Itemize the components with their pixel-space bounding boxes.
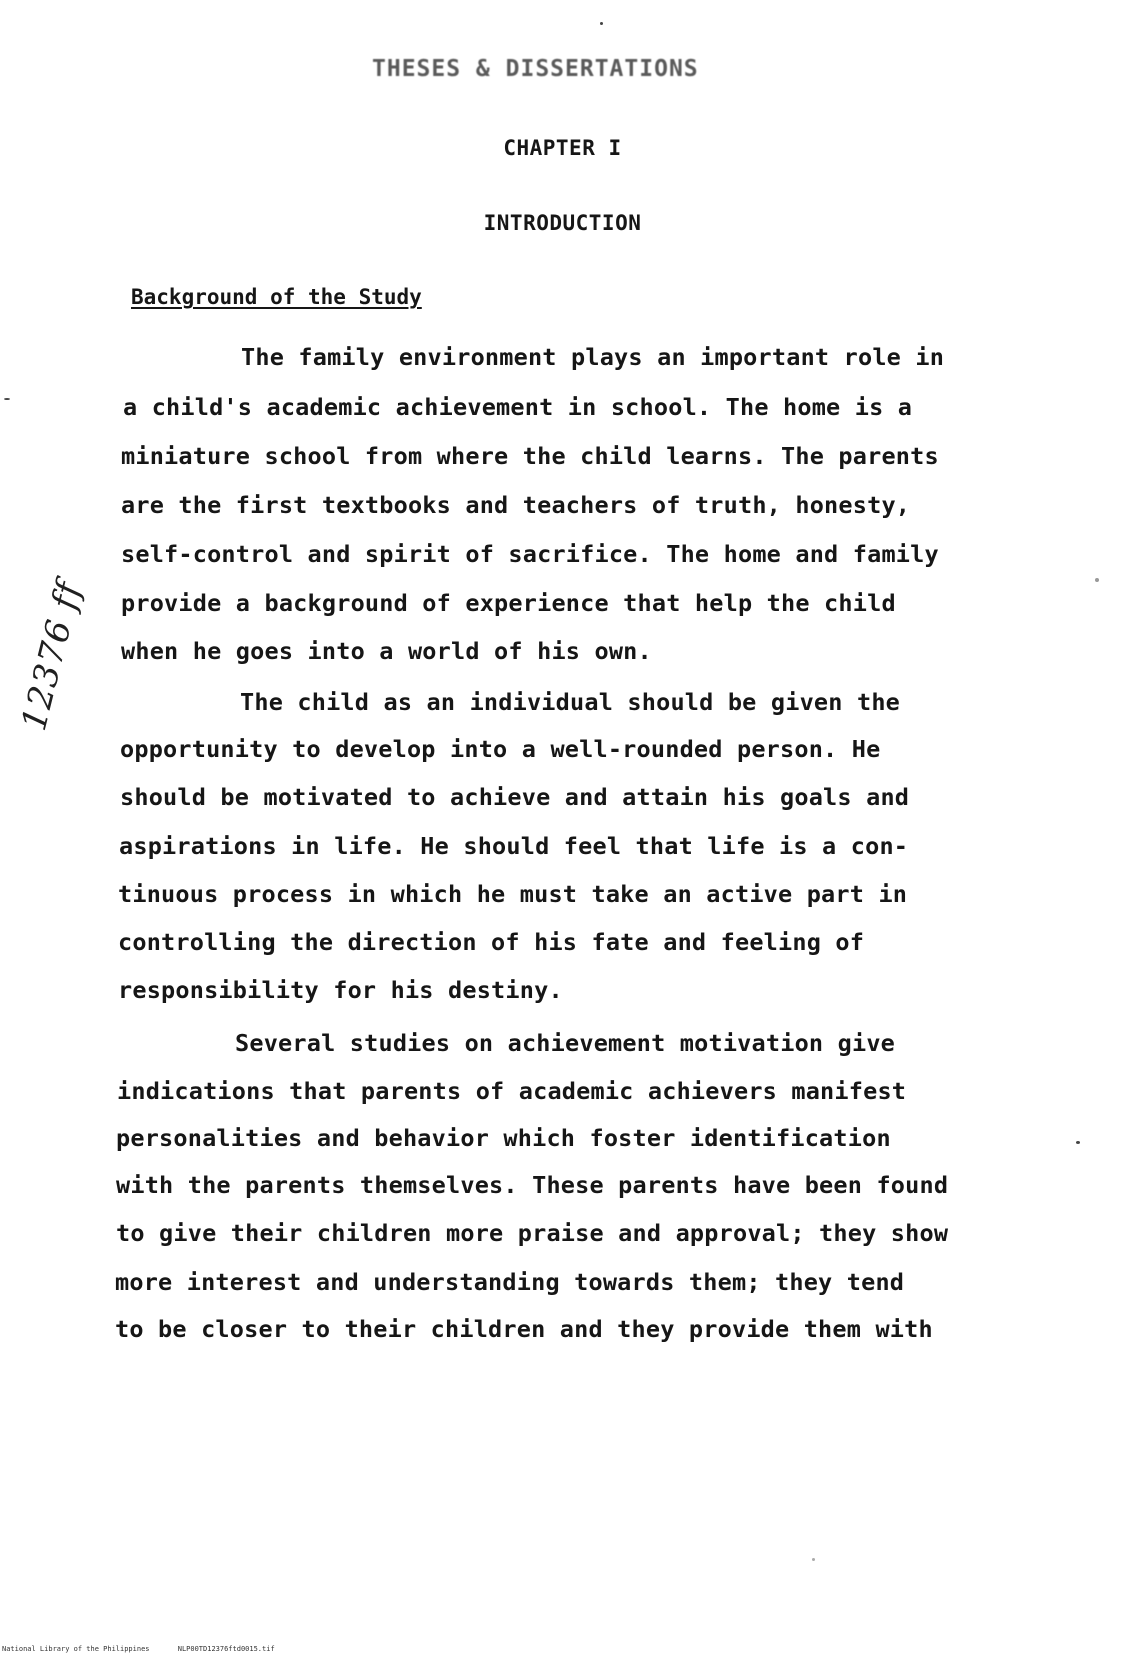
body-line: to give their children more praise and approval; they show xyxy=(116,1219,949,1247)
body-line: should be motivated to achieve and attain his goals and xyxy=(120,783,910,811)
body-line: provide a background of experience that help the child xyxy=(121,589,896,617)
body-line: opportunity to develop into a well-rounded person. He xyxy=(120,735,881,763)
footer-library: National Library of the Philippines xyxy=(2,1645,150,1653)
body-line: responsibility for his destiny. xyxy=(118,976,563,1004)
scan-speck xyxy=(1076,1141,1080,1144)
body-line: tinuous process in which he must take an active part in xyxy=(118,880,908,908)
body-line: The child as an individual should be given the xyxy=(240,688,901,716)
chapter-heading: CHAPTER I xyxy=(503,136,622,160)
body-line: miniature school from where the child learns. The parents xyxy=(121,442,939,470)
body-line: when he goes into a world of his own. xyxy=(121,637,652,665)
chapter-title: INTRODUCTION xyxy=(483,211,642,235)
body-line: The family environment plays an important role in xyxy=(241,343,945,371)
scan-speck xyxy=(4,398,10,400)
body-line: with the parents themselves. These parents have been found xyxy=(116,1171,949,1199)
body-line: self-control and spirit of sacrifice. The home and family xyxy=(121,540,939,568)
footer-filename: NLP00TD12376ftd0015.tif xyxy=(177,1645,275,1653)
body-line: more interest and understanding towards them; they tend xyxy=(115,1268,905,1296)
body-line: personalities and behavior which foster identification xyxy=(116,1124,891,1152)
scan-speck xyxy=(1095,578,1099,582)
body-line: a child's academic achievement in school. The home is a xyxy=(123,393,913,421)
scan-footer xyxy=(2,1645,299,1653)
body-line: are the first textbooks and teachers of truth, honesty, xyxy=(121,491,911,519)
archive-stamp: THESES & DISSERTATIONS xyxy=(372,56,699,82)
section-heading: Background of the Study xyxy=(131,285,422,309)
body-line: controlling the direction of his fate and feeling of xyxy=(118,928,865,956)
handwritten-margin-note: 12376 ff xyxy=(14,577,90,735)
body-line: aspirations in life. He should feel that life is a con- xyxy=(119,832,909,860)
scan-speck xyxy=(812,1558,815,1561)
scan-speck xyxy=(600,22,603,25)
body-line: to be closer to their children and they provide them with xyxy=(115,1315,933,1343)
body-line: Several studies on achievement motivation give xyxy=(235,1029,896,1057)
body-line: indications that parents of academic achievers manifest xyxy=(117,1077,907,1105)
